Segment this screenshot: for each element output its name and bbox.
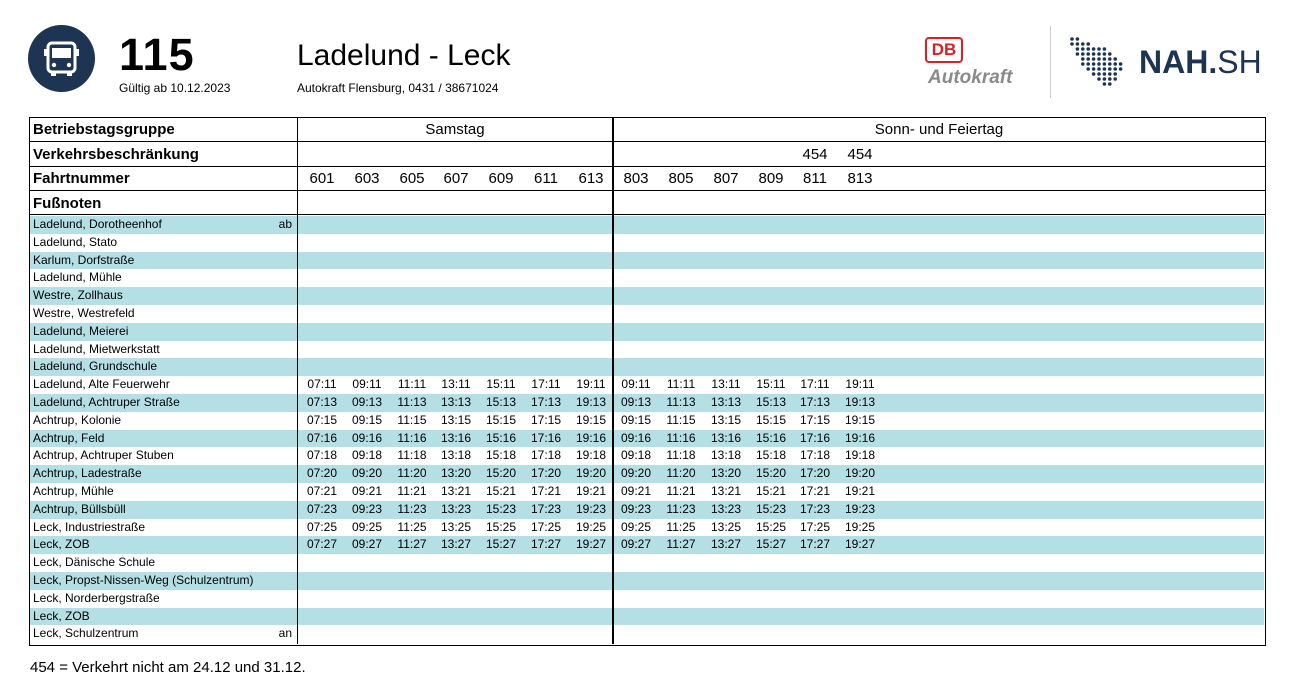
departure-time: 15:11 [486, 377, 516, 392]
departure-time: 09:18 [620, 448, 652, 463]
restriction-cell: 454 [802, 146, 828, 163]
stop-row [30, 608, 1264, 626]
departure-time: 11:15 [666, 412, 696, 427]
departure-time: 17:11 [800, 377, 830, 392]
departure-time: 09:25 [351, 519, 383, 534]
departure-time: 19:21 [575, 484, 607, 498]
stop-name: Achtrup, Mühle [33, 484, 114, 498]
departure-time: 13:25 [710, 519, 742, 534]
departure-time: 07:11 [307, 377, 337, 392]
departure-time: 17:13 [530, 395, 562, 409]
departure-time: 11:18 [666, 448, 696, 463]
departure-time: 15:13 [755, 395, 787, 409]
stop-row [30, 447, 1264, 465]
stop-row [30, 287, 1264, 305]
departure-time: 19:27 [575, 537, 607, 552]
departure-time: 09:16 [351, 430, 383, 445]
stop-name: Ladelund, Mietwerkstatt [33, 341, 160, 356]
departure-time: 17:27 [530, 537, 562, 552]
trip-number-607: 607 [443, 170, 469, 187]
departure-time: 13:20 [440, 466, 472, 481]
row-footnotes [30, 191, 1265, 215]
departure-time: 07:13 [306, 395, 338, 409]
stop-row [30, 501, 1264, 519]
timetable [29, 117, 1266, 646]
departure-time: 19:11 [845, 377, 875, 392]
trip-number-613: 613 [578, 170, 604, 187]
stop-name: Westre, Zollhaus [33, 288, 123, 303]
departure-time: 13:15 [440, 412, 472, 427]
departure-time: 13:11 [441, 377, 471, 392]
departure-time: 07:18 [306, 448, 338, 463]
departure-time: 09:18 [351, 448, 383, 463]
departure-time: 19:23 [575, 501, 607, 516]
departure-time: 11:25 [666, 519, 696, 534]
stop-name: Ladelund, Grundschule [33, 359, 158, 374]
stop-name: Achtrup, Achtruper Stuben [33, 448, 174, 463]
departure-time: 13:13 [710, 395, 742, 409]
stop-row [30, 358, 1264, 376]
stop-name: Ladelund, Meierei [33, 323, 129, 338]
trip-number-609: 609 [488, 170, 514, 187]
departure-time: 07:25 [306, 519, 338, 534]
stop-name: Achtrup, Kolonie [33, 412, 122, 427]
departure-time: 09:27 [620, 537, 652, 552]
stop-row [30, 590, 1264, 608]
departure-time: 17:18 [530, 448, 562, 463]
departure-time: 19:18 [575, 448, 607, 463]
stop-row [30, 430, 1264, 448]
departure-time: 09:20 [351, 466, 383, 481]
stop-row [30, 394, 1264, 412]
operator-info: Autokraft Flensburg, 0431 / 38671024 [297, 81, 499, 95]
departure-time: 09:21 [620, 484, 652, 498]
departure-time: 11:18 [397, 448, 427, 463]
departure-time: 19:20 [575, 466, 607, 481]
departure-time: 13:11 [711, 377, 741, 392]
trip-number-611: 611 [534, 170, 558, 187]
departure-time: 13:23 [440, 501, 472, 516]
stop-row [30, 234, 1264, 252]
departure-time: 15:27 [755, 537, 787, 552]
departure-time: 15:25 [755, 519, 787, 534]
departure-time: 11:21 [397, 484, 427, 498]
autokraft-logo-text: Autokraft [928, 67, 1013, 88]
stop-name: Ladelund, Alte Feuerwehr [33, 377, 170, 392]
departure-time: 09:21 [351, 484, 383, 498]
stop-name: Leck, Schulzentrum [33, 626, 139, 641]
departure-time: 17:20 [799, 466, 831, 481]
departure-time: 19:15 [575, 412, 607, 427]
departure-time: 07:15 [306, 412, 338, 427]
label-restriction: Verkehrsbeschränkung [33, 146, 199, 163]
departure-time: 19:20 [844, 466, 876, 481]
stop-name: Leck, ZOB [33, 608, 90, 623]
stop-row [30, 465, 1264, 483]
trip-number-803: 803 [623, 170, 649, 187]
stop-row [30, 269, 1264, 287]
stop-row [30, 625, 1264, 643]
departure-time: 07:23 [306, 501, 338, 516]
departure-time: 17:21 [530, 484, 562, 498]
departure-time: 13:21 [710, 484, 742, 498]
stop-direction-mark: ab [278, 217, 292, 231]
bus-badge [28, 25, 95, 92]
stop-name: Achtrup, Feld [33, 430, 105, 445]
stop-name: Leck, Dänische Schule [33, 555, 156, 570]
departure-time: 15:16 [755, 430, 787, 445]
departure-time: 15:15 [485, 412, 517, 427]
departure-time: 11:11 [397, 377, 427, 392]
restriction-cell: 454 [847, 146, 873, 163]
departure-time: 17:20 [530, 466, 562, 481]
departure-time: 13:23 [710, 501, 742, 516]
departure-time: 13:20 [710, 466, 742, 481]
departure-time: 17:16 [530, 430, 562, 445]
trip-number-605: 605 [399, 170, 425, 187]
departure-time: 13:25 [440, 519, 472, 534]
trip-number-811: 811 [803, 170, 827, 187]
departure-time: 15:23 [485, 501, 517, 516]
departure-time: 19:13 [844, 395, 876, 409]
departure-time: 07:27 [306, 537, 338, 552]
departure-time: 17:18 [799, 448, 831, 463]
departure-time: 19:21 [844, 484, 876, 498]
trip-number-807: 807 [713, 170, 739, 187]
stop-name: Westre, Westrefeld [33, 306, 135, 320]
departure-time: 07:21 [306, 484, 338, 498]
departure-time: 13:27 [440, 537, 472, 552]
departure-time: 13:21 [440, 484, 472, 498]
departure-time: 15:23 [755, 501, 787, 516]
departure-time: 09:16 [620, 430, 652, 445]
departure-time: 17:13 [799, 395, 831, 409]
departure-time: 19:27 [844, 537, 876, 552]
stop-row [30, 216, 1264, 234]
departure-time: 15:27 [485, 537, 517, 552]
trip-number-809: 809 [758, 170, 784, 187]
trip-number-601: 601 [309, 170, 335, 187]
departure-time: 19:11 [576, 377, 606, 392]
stop-name: Leck, Propst-Nissen-Weg (Schulzentrum) [33, 573, 254, 587]
departure-time: 17:21 [799, 484, 831, 498]
departure-time: 19:15 [844, 412, 876, 427]
departure-time: 11:25 [397, 519, 427, 534]
stop-row [30, 412, 1264, 430]
departure-time: 13:18 [710, 448, 742, 463]
departure-time: 15:20 [485, 466, 517, 481]
departure-time: 13:16 [710, 430, 742, 445]
stop-row [30, 483, 1264, 501]
departure-time: 19:16 [844, 430, 876, 445]
departure-time: 19:16 [575, 430, 607, 445]
departure-time: 19:25 [844, 519, 876, 534]
departure-time: 15:16 [485, 430, 517, 445]
nah-sh-map-icon [1069, 36, 1127, 88]
departure-time: 11:23 [666, 501, 696, 516]
departure-time: 17:27 [799, 537, 831, 552]
departure-time: 09:20 [620, 466, 652, 481]
departure-time: 15:21 [485, 484, 517, 498]
stop-name: Leck, ZOB [33, 537, 90, 552]
departure-time: 09:11 [621, 377, 651, 392]
departure-time: 15:15 [755, 412, 787, 427]
row-restriction [30, 142, 1265, 167]
departure-time: 19:13 [575, 395, 607, 409]
departure-time: 17:25 [530, 519, 562, 534]
trip-number-813: 813 [847, 170, 873, 187]
departure-time: 13:15 [710, 412, 742, 427]
stop-name: Karlum, Dorfstraße [33, 252, 135, 267]
departure-time: 17:16 [799, 430, 831, 445]
departure-time: 15:18 [485, 448, 517, 463]
departure-time: 09:23 [351, 501, 383, 516]
stop-row [30, 376, 1264, 394]
departure-time: 13:13 [440, 395, 472, 409]
departure-time: 09:25 [620, 519, 652, 534]
line-number: 115 [119, 29, 195, 80]
stop-row [30, 341, 1264, 359]
stop-row [30, 572, 1264, 590]
departure-time: 11:16 [397, 430, 427, 445]
trip-number-805: 805 [668, 170, 694, 187]
departure-time: 11:11 [666, 377, 696, 392]
departure-time: 09:15 [620, 412, 652, 427]
bus-icon [41, 38, 82, 79]
label-footnotes: Fußnoten [33, 195, 102, 212]
departure-time: 15:21 [755, 484, 787, 498]
departure-time: 17:11 [531, 377, 561, 392]
departure-time: 11:15 [397, 412, 427, 427]
departure-time: 11:13 [397, 395, 427, 409]
stop-name: Ladelund, Dorotheenhof [33, 217, 162, 231]
stop-name: Achtrup, Büllsbüll [33, 501, 126, 516]
footnote-454: 454 = Verkehrt nicht am 24.12 und 31.12. [30, 659, 306, 676]
valid-from: Gültig ab 10.12.2023 [119, 81, 231, 95]
column-divider-middle [612, 118, 614, 644]
departure-time: 17:25 [799, 519, 831, 534]
label-trip-number: Fahrtnummer [33, 170, 130, 187]
stop-row [30, 519, 1264, 537]
stop-name: Ladelund, Mühle [33, 270, 122, 285]
group-saturday: Samstag [425, 121, 485, 138]
stop-row [30, 305, 1264, 323]
stop-name: Ladelund, Achtruper Straße [33, 395, 180, 409]
departure-time: 13:16 [440, 430, 472, 445]
stop-row [30, 554, 1264, 572]
row-trip-number [30, 167, 1265, 191]
departure-time: 15:13 [485, 395, 517, 409]
departure-time: 09:27 [351, 537, 383, 552]
departure-time: 15:18 [755, 448, 787, 463]
departure-time: 17:15 [530, 412, 562, 427]
stop-row [30, 536, 1264, 554]
departure-time: 11:23 [397, 501, 427, 516]
departure-time: 11:21 [666, 484, 696, 498]
departure-time: 19:23 [844, 501, 876, 516]
trip-number-603: 603 [354, 170, 380, 187]
stop-name: Leck, Norderbergstraße [33, 590, 160, 605]
departure-time: 09:13 [620, 395, 652, 409]
departure-time: 17:23 [530, 501, 562, 516]
departure-time: 09:11 [352, 377, 382, 392]
departure-time: 19:25 [575, 519, 607, 534]
label-group: Betriebstagsgruppe [33, 121, 175, 138]
departure-time: 13:18 [440, 448, 472, 463]
stop-direction-mark: an [278, 626, 292, 641]
stop-name: Achtrup, Ladestraße [33, 466, 142, 481]
departure-time: 17:15 [799, 412, 831, 427]
departure-time: 13:27 [710, 537, 742, 552]
departure-time: 07:20 [306, 466, 338, 481]
column-divider-left [297, 118, 298, 644]
stop-row [30, 252, 1264, 270]
departure-time: 15:11 [756, 377, 786, 392]
logo-divider [1050, 26, 1051, 98]
departure-time: 11:16 [666, 430, 696, 445]
departure-time: 11:13 [666, 395, 696, 409]
departure-time: 09:15 [351, 412, 383, 427]
departure-time: 11:27 [397, 537, 427, 552]
departure-time: 07:16 [306, 430, 338, 445]
stop-row [30, 323, 1264, 341]
departure-time: 09:23 [620, 501, 652, 516]
departure-time: 11:27 [666, 537, 696, 552]
departure-time: 15:20 [755, 466, 787, 481]
departure-time: 19:18 [844, 448, 876, 463]
departure-time: 11:20 [666, 466, 696, 481]
departure-time: 15:25 [485, 519, 517, 534]
route-title: Ladelund - Leck [297, 39, 511, 72]
departure-time: 09:13 [351, 395, 383, 409]
nah-sh-logo: NAH.SH [1139, 44, 1262, 80]
db-logo: DB [925, 37, 963, 63]
departure-time: 17:23 [799, 501, 831, 516]
departure-time: 11:20 [397, 466, 427, 481]
group-sunday-holiday: Sonn- und Feiertag [874, 121, 1004, 138]
stop-name: Ladelund, Stato [33, 234, 118, 249]
row-group [30, 118, 1265, 142]
stop-name: Leck, Industriestraße [33, 519, 146, 534]
